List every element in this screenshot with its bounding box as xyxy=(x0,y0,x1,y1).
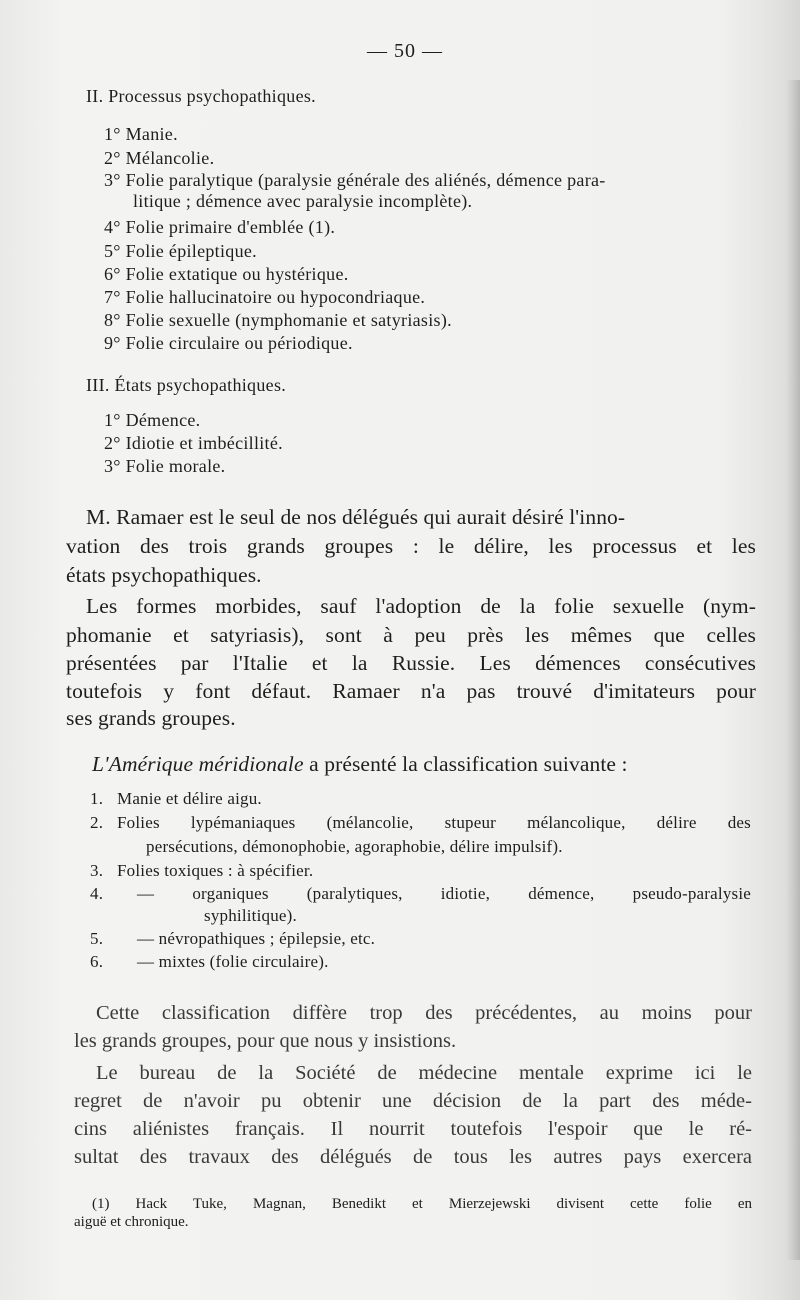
paragraph-line: sultat des travaux des délégués de tous les autres pays exercera xyxy=(74,1146,752,1168)
footnote: (1) Hack Tuke, Magnan, Benedikt et Mierzejewski divisent cette folie en xyxy=(92,1196,752,1212)
list-item: 2° Mélancolie. xyxy=(104,148,215,168)
list-item: 4° Folie primaire d'emblée (1). xyxy=(104,217,336,237)
list-item: — mixtes (folie circulaire). xyxy=(137,952,329,971)
paragraph-line: cins aliénistes français. Il nourrit toutefois l'espoir que le ré- xyxy=(74,1118,752,1140)
section-heading-processus: II. Processus psychopathiques. xyxy=(86,86,316,106)
page-edge-shadow xyxy=(786,80,800,1260)
paragraph-line: Le bureau de la Société de médecine mentale exprime ici le xyxy=(96,1062,752,1084)
list-item: 1° Manie. xyxy=(104,124,178,144)
paragraph-text: a présenté la classification suivante : xyxy=(303,752,628,776)
list-number: 4. xyxy=(90,884,104,903)
paragraph-line: Les formes morbides, sauf l'adoption de la folie sexuelle (nym- xyxy=(86,594,756,618)
paragraph-line: vation des trois grands groupes : le délire, les processus et les xyxy=(66,534,756,558)
paragraph-line: regret de n'avoir pu obtenir une décision de la part des méde- xyxy=(74,1090,752,1112)
list-item: Folies toxiques : à spécifier. xyxy=(117,861,314,880)
paragraph-line: ses grands groupes. xyxy=(66,706,236,730)
list-number: 3. xyxy=(90,861,104,880)
list-number: 2. xyxy=(90,813,104,832)
list-item-continuation: syphilitique). xyxy=(204,906,297,925)
list-item: 3° Folie morale. xyxy=(104,456,226,476)
list-item: 6° Folie extatique ou hystérique. xyxy=(104,264,349,284)
paragraph-line: les grands groupes, pour que nous y insistions. xyxy=(74,1030,457,1052)
list-item: 5° Folie épileptique. xyxy=(104,241,257,261)
list-item: 2° Idiotie et imbécillité. xyxy=(104,433,283,453)
list-item-continuation: persécutions, démonophobie, agoraphobie, délire impulsif). xyxy=(146,837,563,856)
italic-country: L'Amérique méridionale xyxy=(92,752,304,776)
list-item: Folies lypémaniaques (mélancolie, stupeur mélancolique, délire des xyxy=(117,813,751,832)
list-number: 5. xyxy=(90,929,104,948)
page-number: — 50 — xyxy=(367,40,443,62)
list-item: 9° Folie circulaire ou périodique. xyxy=(104,333,353,353)
list-item: 8° Folie sexuelle (nymphomanie et satyriasis). xyxy=(104,310,452,330)
list-item: — névropathiques ; épilepsie, etc. xyxy=(137,929,376,948)
list-item-continuation: litique ; démence avec paralysie incomplète). xyxy=(133,191,473,211)
paragraph-line: états psychopathiques. xyxy=(66,563,262,587)
section-heading-etats: III. États psychopathiques. xyxy=(86,375,287,395)
list-item: Manie et délire aigu. xyxy=(117,789,262,808)
list-item: 3° Folie paralytique (paralysie générale des aliénés, démence para- xyxy=(104,170,606,190)
list-number: 6. xyxy=(90,952,104,971)
paragraph-line: phomanie et satyriasis), sont à peu près les mêmes que celles xyxy=(66,623,756,647)
paragraph-line xyxy=(92,752,628,777)
footnote-continuation: aiguë et chronique. xyxy=(74,1214,189,1230)
list-item: — organiques (paralytiques, idiotie, démence, pseudo-paralysie xyxy=(137,884,751,903)
list-number: 1. xyxy=(90,789,104,808)
paragraph-line: toutefois y font défaut. Ramaer n'a pas trouvé d'imitateurs pour xyxy=(66,679,756,703)
list-item: 1° Démence. xyxy=(104,410,201,430)
list-item: 7° Folie hallucinatoire ou hypocondriaque. xyxy=(104,287,426,307)
paragraph-line: M. Ramaer est le seul de nos délégués qui aurait désiré l'inno- xyxy=(86,505,626,529)
paragraph-line: Cette classification diffère trop des précédentes, au moins pour xyxy=(96,1002,752,1024)
paragraph-line: présentées par l'Italie et la Russie. Les démences consécutives xyxy=(66,651,756,675)
